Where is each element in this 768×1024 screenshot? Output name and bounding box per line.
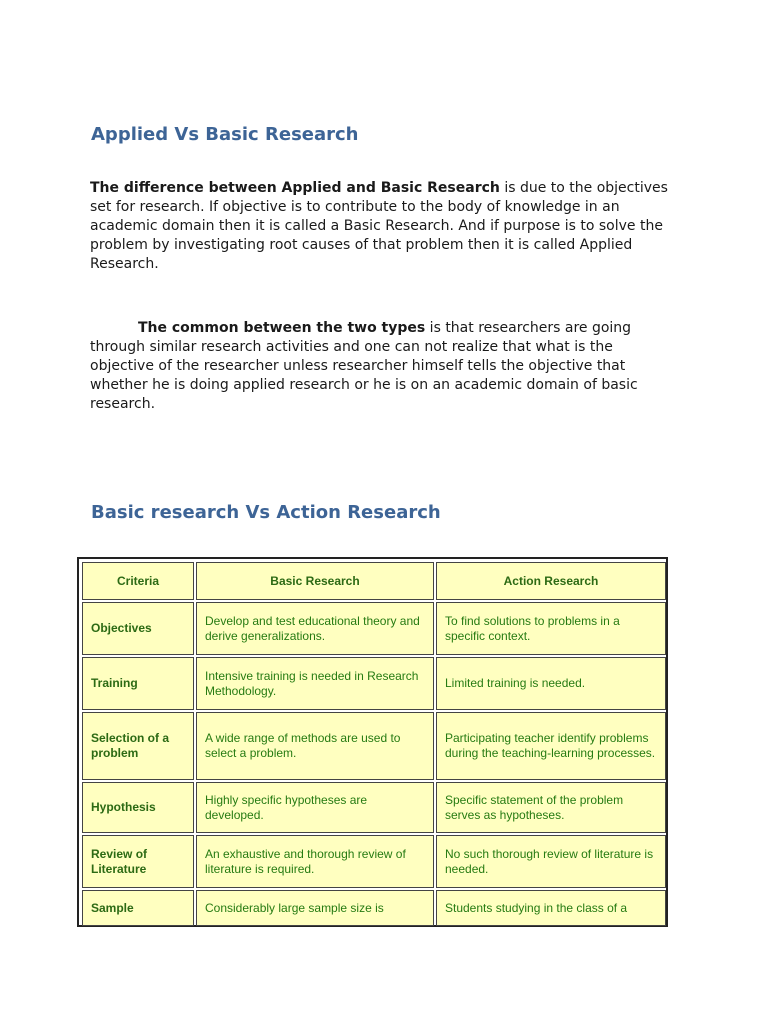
- action-research-cell: No such thorough review of literature is needed.: [436, 835, 666, 888]
- table-row: [82, 657, 666, 710]
- paragraph-lead-difference: The difference between Applied and Basic Research: [90, 180, 500, 196]
- column-header-basic-research: Basic Research: [196, 562, 434, 600]
- action-research-cell: Students studying in the class of a: [436, 890, 666, 926]
- basic-research-cell: A wide range of methods are used to select a problem.: [196, 712, 434, 780]
- section-heading-basic-vs-action: Basic research Vs Action Research: [91, 502, 441, 523]
- criteria-cell: Hypothesis: [82, 782, 194, 833]
- paragraph-common: [90, 319, 680, 414]
- table-row: [82, 602, 666, 655]
- action-research-cell: To find solutions to problems in a specific context.: [436, 602, 666, 655]
- criteria-cell: Sample: [82, 890, 194, 926]
- column-header-action-research: Action Research: [436, 562, 666, 600]
- basic-research-cell: Highly specific hypotheses are developed.: [196, 782, 434, 833]
- action-research-cell: Limited training is needed.: [436, 657, 666, 710]
- criteria-cell: Training: [82, 657, 194, 710]
- paragraph-body-difference: is due to the objectives set for research. If objective is to contribute to the body of knowledge in an academic domain then it is called a Basic Research. And if purpose is to solve the problem by investigating root causes of that problem then it is called Applied Research.: [90, 180, 668, 272]
- table-row: [82, 890, 666, 926]
- basic-research-cell: Intensive training is needed in Research Methodology.: [196, 657, 434, 710]
- section-heading-applied-vs-basic: Applied Vs Basic Research: [91, 124, 359, 145]
- column-header-criteria: Criteria: [82, 562, 194, 600]
- basic-research-cell: Considerably large sample size is: [196, 890, 434, 926]
- table-header-row: [82, 562, 666, 600]
- criteria-cell: Review of Literature: [82, 835, 194, 888]
- table-row: [82, 712, 666, 780]
- paragraph-body-common: is that researchers are going through similar research activities and one can not realize that what is the objective of the researcher unless researcher himself tells the objective that whether he is doing applied research or he is on an academic domain of basic research.: [90, 320, 638, 412]
- criteria-cell: Selection of a problem: [82, 712, 194, 780]
- action-research-cell: Participating teacher identify problems during the teaching-learning processes.: [436, 712, 666, 780]
- paragraph-lead-common: The common between the two types: [138, 320, 426, 336]
- basic-research-cell: An exhaustive and thorough review of literature is required.: [196, 835, 434, 888]
- paragraph-difference: [90, 179, 680, 274]
- comparison-table: [80, 560, 668, 928]
- criteria-cell: Objectives: [82, 602, 194, 655]
- action-research-cell: Specific statement of the problem serves as hypotheses.: [436, 782, 666, 833]
- table-row: [82, 835, 666, 888]
- table-row: [82, 782, 666, 833]
- basic-research-cell: Develop and test educational theory and derive generalizations.: [196, 602, 434, 655]
- comparison-table-frame: [77, 557, 668, 927]
